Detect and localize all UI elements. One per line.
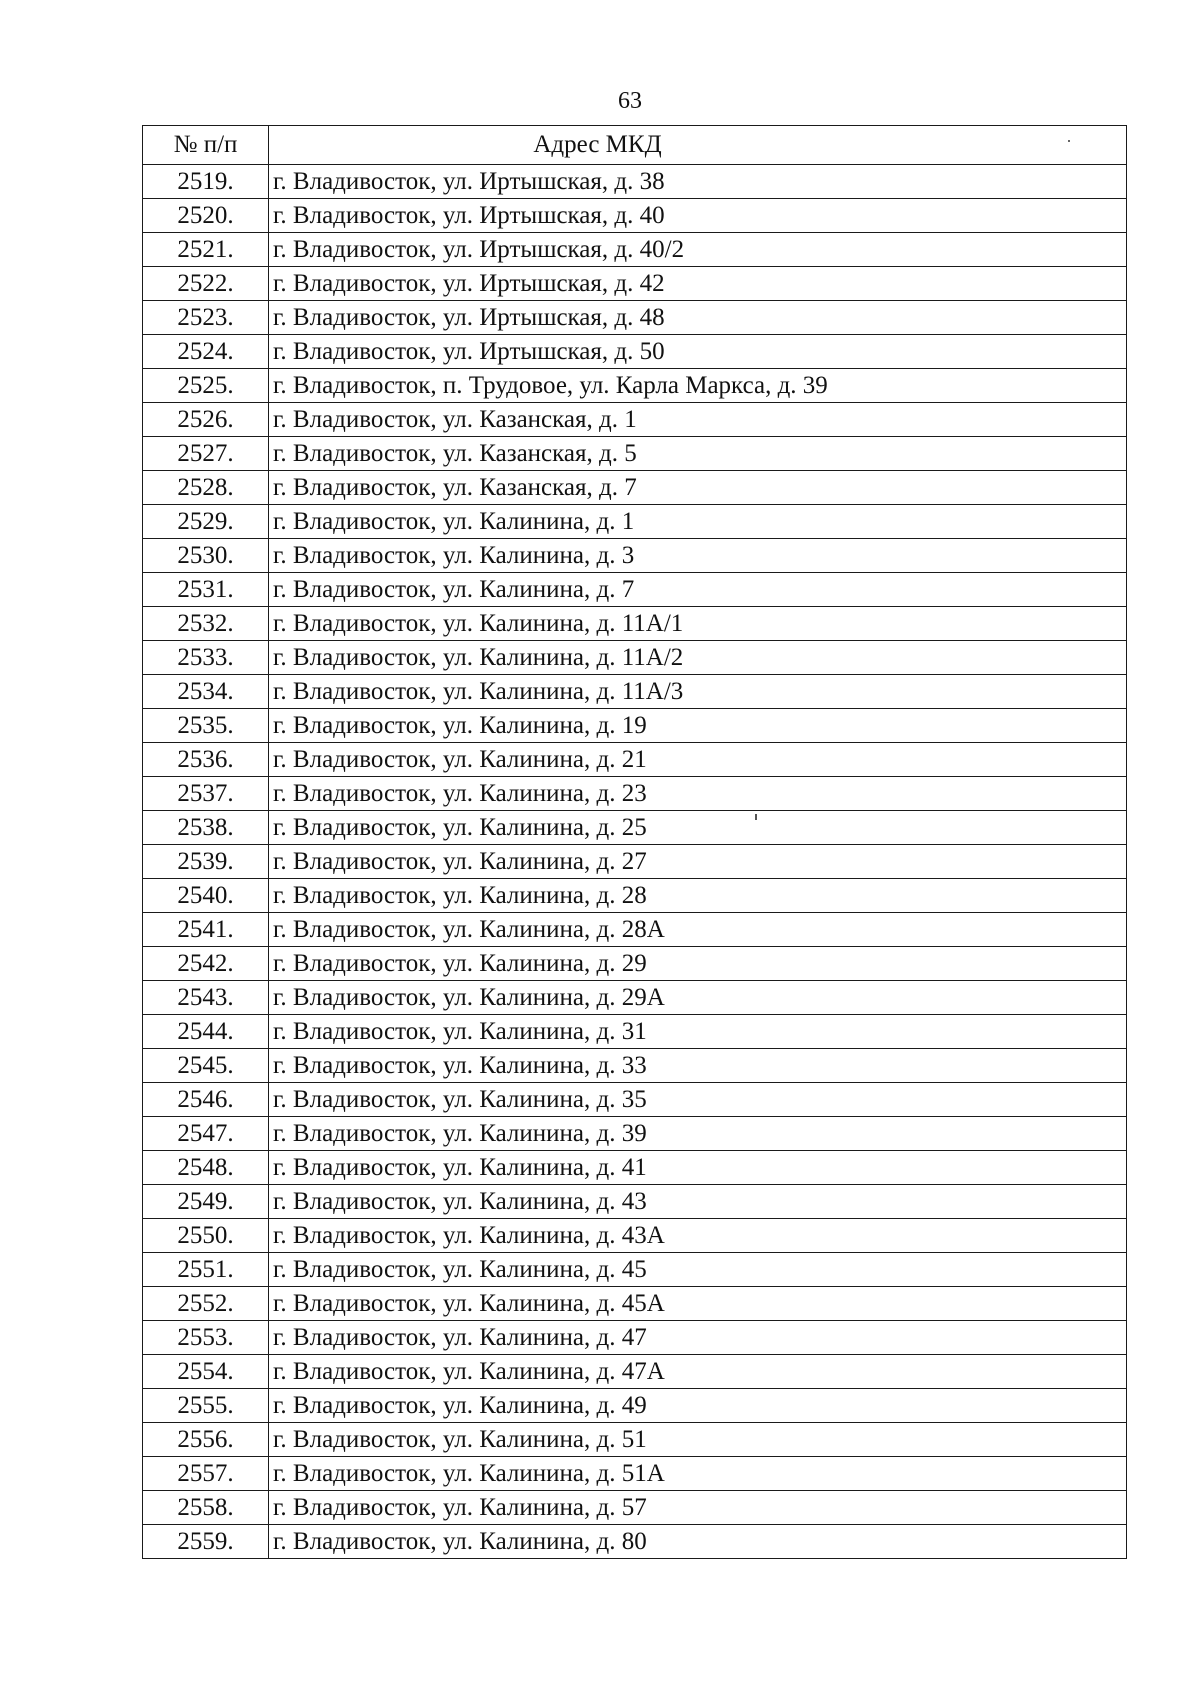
table-row [143, 1253, 1127, 1287]
table-row [143, 1185, 1127, 1219]
row-number: 2543. [143, 981, 269, 1015]
row-address: г. Владивосток, ул. Казанская, д. 7 [269, 471, 1127, 505]
table-row [143, 573, 1127, 607]
table-row [143, 1151, 1127, 1185]
row-address: г. Владивосток, ул. Калинина, д. 28 [269, 879, 1127, 913]
row-address: г. Владивосток, ул. Калинина, д. 35 [269, 1083, 1127, 1117]
row-address: г. Владивосток, ул. Калинина, д. 29 [269, 947, 1127, 981]
row-address: г. Владивосток, ул. Калинина, д. 28А [269, 913, 1127, 947]
row-number: 2554. [143, 1355, 269, 1389]
row-number: 2526. [143, 403, 269, 437]
row-number: 2528. [143, 471, 269, 505]
table-row [143, 947, 1127, 981]
row-number: 2558. [143, 1491, 269, 1525]
table-row [143, 777, 1127, 811]
row-address: г. Владивосток, ул. Калинина, д. 43 [269, 1185, 1127, 1219]
row-number: 2522. [143, 267, 269, 301]
row-address: г. Владивосток, ул. Иртышская, д. 48 [269, 301, 1127, 335]
row-number: 2555. [143, 1389, 269, 1423]
row-number: 2521. [143, 233, 269, 267]
scan-speck [755, 814, 757, 820]
row-number: 2534. [143, 675, 269, 709]
table-row [143, 539, 1127, 573]
table-header-row [143, 126, 1127, 165]
table-row [143, 1321, 1127, 1355]
table-row [143, 1015, 1127, 1049]
table-row [143, 607, 1127, 641]
row-address: г. Владивосток, ул. Казанская, д. 5 [269, 437, 1127, 471]
table-row [143, 1355, 1127, 1389]
row-address: г. Владивосток, ул. Иртышская, д. 50 [269, 335, 1127, 369]
row-number: 2545. [143, 1049, 269, 1083]
row-address: г. Владивосток, ул. Калинина, д. 45А [269, 1287, 1127, 1321]
table-row [143, 981, 1127, 1015]
table-row [143, 675, 1127, 709]
row-number: 2544. [143, 1015, 269, 1049]
table-row [143, 1423, 1127, 1457]
row-number: 2532. [143, 607, 269, 641]
row-number: 2552. [143, 1287, 269, 1321]
row-address: г. Владивосток, ул. Калинина, д. 29А [269, 981, 1127, 1015]
row-address: г. Владивосток, ул. Калинина, д. 27 [269, 845, 1127, 879]
row-address: г. Владивосток, ул. Калинина, д. 51А [269, 1457, 1127, 1491]
row-number: 2548. [143, 1151, 269, 1185]
table-row [143, 199, 1127, 233]
table-row [143, 811, 1127, 845]
row-number: 2553. [143, 1321, 269, 1355]
table-row [143, 913, 1127, 947]
row-address: г. Владивосток, ул. Калинина, д. 7 [269, 573, 1127, 607]
table-row [143, 165, 1127, 199]
table-row [143, 301, 1127, 335]
row-address: г. Владивосток, ул. Иртышская, д. 40 [269, 199, 1127, 233]
row-address: г. Владивосток, ул. Калинина, д. 19 [269, 709, 1127, 743]
table-row [143, 1491, 1127, 1525]
row-address: г. Владивосток, ул. Калинина, д. 1 [269, 505, 1127, 539]
row-address: г. Владивосток, ул. Иртышская, д. 38 [269, 165, 1127, 199]
table-row [143, 1525, 1127, 1559]
row-address: г. Владивосток, ул. Калинина, д. 33 [269, 1049, 1127, 1083]
header-address: Адрес МКД [269, 126, 1127, 165]
row-address: г. Владивосток, ул. Калинина, д. 47 [269, 1321, 1127, 1355]
row-address: г. Владивосток, ул. Казанская, д. 1 [269, 403, 1127, 437]
row-address: г. Владивосток, ул. Калинина, д. 23 [269, 777, 1127, 811]
row-number: 2520. [143, 199, 269, 233]
row-number: 2525. [143, 369, 269, 403]
row-address: г. Владивосток, ул. Калинина, д. 43А [269, 1219, 1127, 1253]
row-number: 2524. [143, 335, 269, 369]
row-number: 2537. [143, 777, 269, 811]
row-address: г. Владивосток, ул. Калинина, д. 57 [269, 1491, 1127, 1525]
row-address: г. Владивосток, ул. Калинина, д. 41 [269, 1151, 1127, 1185]
row-number: 2556. [143, 1423, 269, 1457]
row-number: 2542. [143, 947, 269, 981]
row-address: г. Владивосток, ул. Калинина, д. 21 [269, 743, 1127, 777]
table-row [143, 709, 1127, 743]
page-number: 63 [618, 88, 642, 114]
table-row [143, 1287, 1127, 1321]
row-address: г. Владивосток, ул. Калинина, д. 49 [269, 1389, 1127, 1423]
header-number: № п/п [143, 126, 269, 165]
table-row [143, 233, 1127, 267]
row-number: 2547. [143, 1117, 269, 1151]
row-address: г. Владивосток, ул. Калинина, д. 47А [269, 1355, 1127, 1389]
table-row [143, 1049, 1127, 1083]
table-row [143, 1219, 1127, 1253]
row-number: 2559. [143, 1525, 269, 1559]
row-number: 2531. [143, 573, 269, 607]
row-number: 2549. [143, 1185, 269, 1219]
table-row [143, 845, 1127, 879]
row-address: г. Владивосток, ул. Калинина, д. 31 [269, 1015, 1127, 1049]
row-address: г. Владивосток, ул. Иртышская, д. 40/2 [269, 233, 1127, 267]
row-number: 2530. [143, 539, 269, 573]
row-number: 2533. [143, 641, 269, 675]
table-row [143, 1117, 1127, 1151]
row-number: 2540. [143, 879, 269, 913]
row-address: г. Владивосток, ул. Калинина, д. 80 [269, 1525, 1127, 1559]
address-table [142, 125, 1127, 1559]
table-row [143, 437, 1127, 471]
table-row [143, 879, 1127, 913]
row-number: 2557. [143, 1457, 269, 1491]
table-row [143, 471, 1127, 505]
row-address: г. Владивосток, ул. Иртышская, д. 42 [269, 267, 1127, 301]
row-number: 2551. [143, 1253, 269, 1287]
row-number: 2536. [143, 743, 269, 777]
row-number: 2550. [143, 1219, 269, 1253]
row-address: г. Владивосток, ул. Калинина, д. 11А/1 [269, 607, 1127, 641]
table-row [143, 743, 1127, 777]
row-number: 2523. [143, 301, 269, 335]
table-row [143, 1389, 1127, 1423]
scan-speck [1068, 140, 1070, 142]
row-address: г. Владивосток, ул. Калинина, д. 51 [269, 1423, 1127, 1457]
row-number: 2527. [143, 437, 269, 471]
row-number: 2538. [143, 811, 269, 845]
row-address: г. Владивосток, ул. Калинина, д. 39 [269, 1117, 1127, 1151]
table-row [143, 335, 1127, 369]
row-address: г. Владивосток, ул. Калинина, д. 3 [269, 539, 1127, 573]
row-number: 2546. [143, 1083, 269, 1117]
row-number: 2541. [143, 913, 269, 947]
table-row [143, 369, 1127, 403]
table-row [143, 641, 1127, 675]
row-address: г. Владивосток, п. Трудовое, ул. Карла Маркса, д. 39 [269, 369, 1127, 403]
row-number: 2539. [143, 845, 269, 879]
table-row [143, 505, 1127, 539]
row-address: г. Владивосток, ул. Калинина, д. 45 [269, 1253, 1127, 1287]
row-number: 2535. [143, 709, 269, 743]
table-row [143, 403, 1127, 437]
row-number: 2529. [143, 505, 269, 539]
table-row [143, 1457, 1127, 1491]
table-body [143, 165, 1127, 1559]
row-address: г. Владивосток, ул. Калинина, д. 11А/3 [269, 675, 1127, 709]
row-address: г. Владивосток, ул. Калинина, д. 25 [269, 811, 1127, 845]
table-row [143, 1083, 1127, 1117]
row-address: г. Владивосток, ул. Калинина, д. 11А/2 [269, 641, 1127, 675]
table-row [143, 267, 1127, 301]
row-number: 2519. [143, 165, 269, 199]
